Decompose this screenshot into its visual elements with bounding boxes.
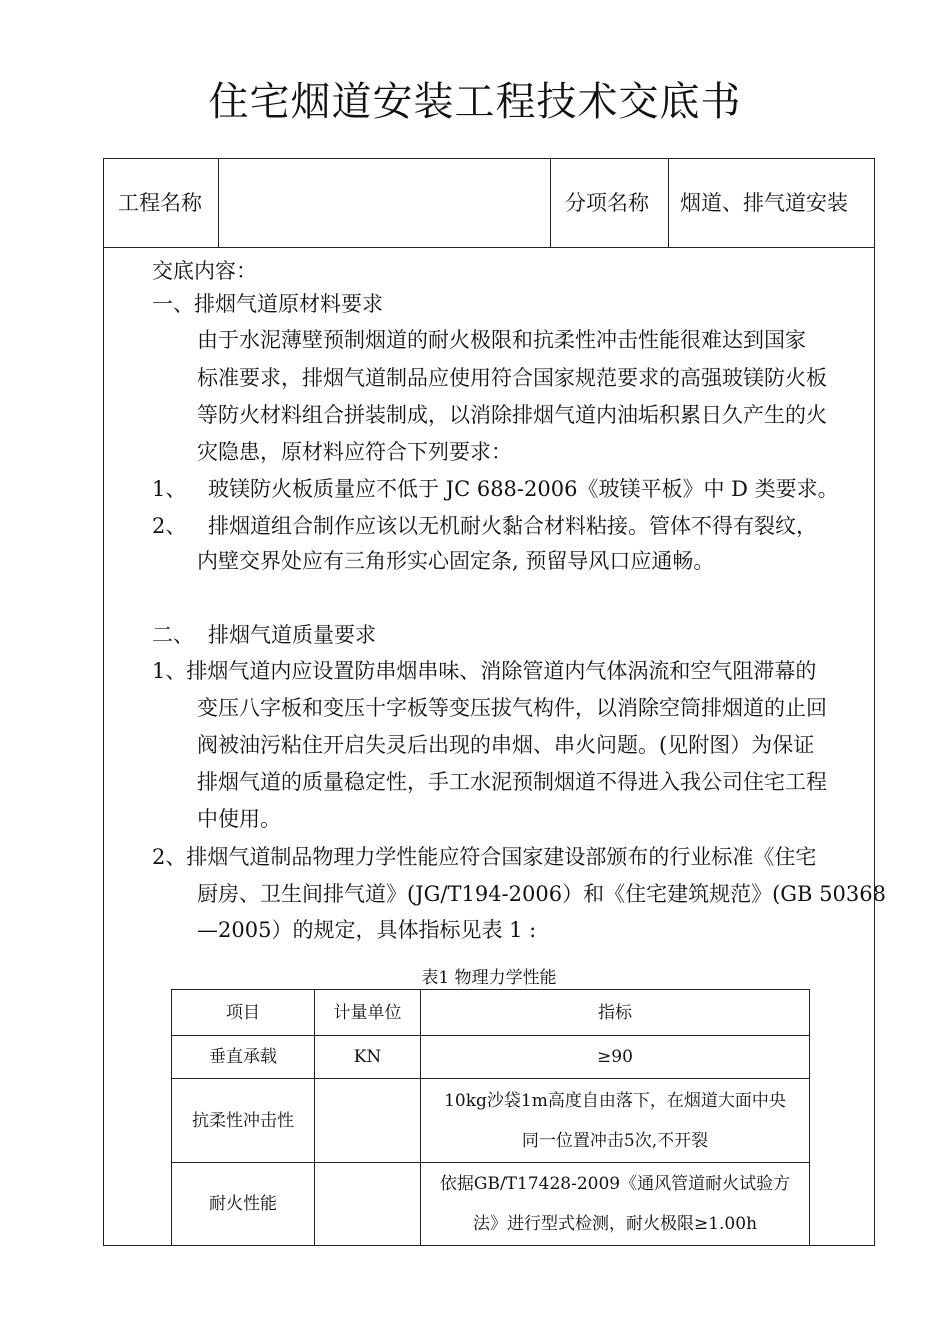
list-number: 1、	[152, 477, 187, 501]
disclosure-form	[103, 158, 886, 1246]
table-header-cell: 计量单位	[315, 990, 421, 1036]
list-item-text: 内壁交界处应有三角形实心固定条, 预留导风口应通畅。	[197, 549, 715, 573]
table-cell	[421, 1079, 810, 1163]
section-2-title: 排烟气道质量要求	[208, 623, 376, 647]
table-cell: 耐火性能	[172, 1163, 315, 1246]
header-row	[104, 159, 874, 248]
list-item-text: 玻镁防火板质量应不低于 JC 688-2006《玻镁平板》中 D 类要求。	[208, 477, 839, 501]
table-row	[172, 1036, 810, 1079]
list-item-text: 排烟道组合制作应该以无机耐火黏合材料粘接。管体不得有裂纹，	[208, 514, 817, 538]
table-cell	[315, 1079, 421, 1163]
table-header-row	[172, 990, 810, 1036]
section-1-title: 一、排烟气道原材料要求	[152, 292, 383, 316]
document-title: 住宅烟道安装工程技术交底书	[208, 79, 742, 125]
list-item-text: 2、排烟气道制品物理力学性能应符合国家建设部颁布的行业标准《住宅	[152, 845, 817, 869]
sub-item-value: 烟道、排气道安装	[680, 191, 848, 215]
list-number: 2、	[152, 514, 187, 538]
cell-line: 法》进行型式检测，耐火极限≥1.00h	[472, 1214, 758, 1234]
section-1-paragraph-line: 标准要求，排烟气道制品应使用符合国家规范要求的高强玻镁防火板	[197, 366, 827, 390]
list-item-text: 变压八字板和变压十字板等变压拔气构件，以消除空筒排烟道的止回	[197, 696, 827, 720]
section-1-paragraph-line: 等防火材料组合拼装制成，以消除排烟气道内油垢积累日久产生的火	[197, 403, 827, 427]
table-header-cell: 项目	[172, 990, 315, 1036]
list-item-text: 厨房、卫生间排气道》(JG/T194-2006）和《住宅建筑规范》(GB 50368	[197, 882, 886, 906]
project-name-label: 工程名称	[118, 191, 202, 215]
cell-line: 10kg沙袋1m高度自由落下，在烟道大面中央	[444, 1090, 786, 1111]
table-cell	[315, 1163, 421, 1246]
table-cell: ≥90	[421, 1036, 810, 1079]
table-cell: 垂直承载	[172, 1036, 315, 1079]
list-item-text: —2005）的规定，具体指标见表 1 :	[197, 918, 537, 942]
table-cell: 抗柔性冲击性	[172, 1079, 315, 1163]
table-header-cell: 指标	[421, 990, 810, 1036]
cell-line: 依据GB/T17428-2009《通风管道耐火试验方	[439, 1174, 791, 1194]
physical-properties-table	[171, 989, 810, 1246]
section-2-number: 二、	[152, 623, 194, 647]
table-cell	[421, 1163, 810, 1246]
table-cell: KN	[315, 1036, 421, 1079]
table-row	[172, 1079, 810, 1163]
cell-line: 同一位置冲击5次,不开裂	[521, 1130, 709, 1151]
list-item-text: 排烟气道的质量稳定性，手工水泥预制烟道不得进入我公司住宅工程	[197, 770, 827, 794]
list-item-text: 中使用。	[197, 807, 281, 831]
list-item-text: 1、排烟气道内应设置防串烟串味、消除管道内气体涡流和空气阻滞幕的	[152, 659, 817, 683]
table-row	[172, 1163, 810, 1246]
intro-label: 交底内容：	[152, 259, 257, 283]
section-1-paragraph-line: 灾隐患，原材料应符合下列要求：	[197, 440, 512, 464]
table-caption: 表1 物理力学性能	[421, 968, 557, 988]
section-1-paragraph-line: 由于水泥薄壁预制烟道的耐火极限和抗柔性冲击性能很难达到国家	[197, 328, 806, 352]
list-item-text: 阀被油污粘住开启失灵后出现的串烟、串火问题。(见附图）为保证	[197, 733, 815, 757]
sub-item-label: 分项名称	[565, 191, 649, 215]
